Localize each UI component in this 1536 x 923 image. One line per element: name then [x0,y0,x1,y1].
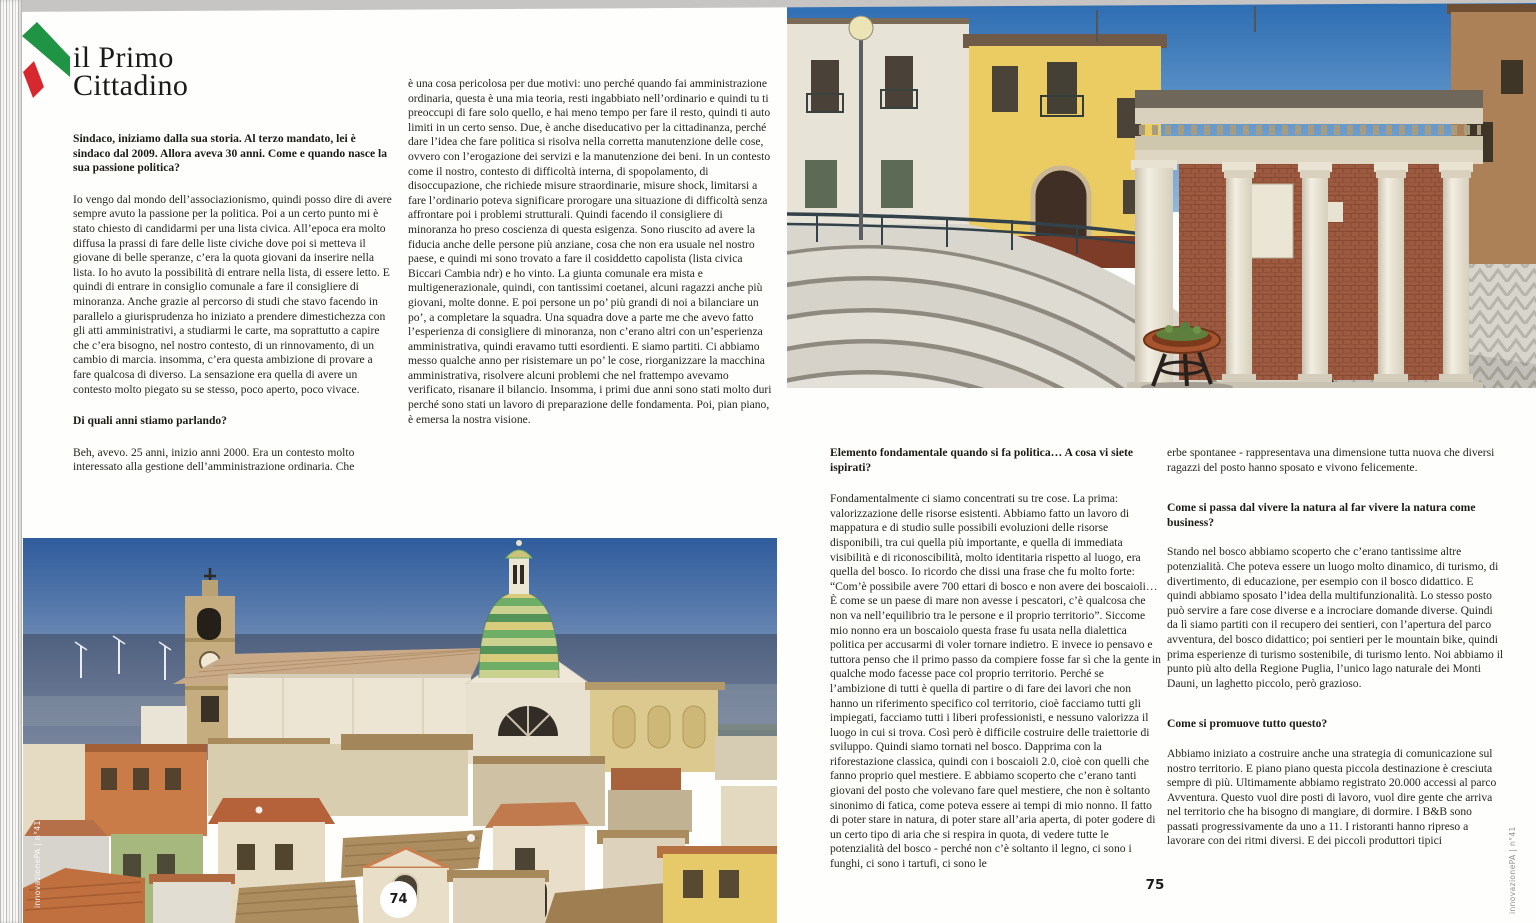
interview-question: Come si promuove tutto questo? [1167,717,1328,731]
page-stack-edge [0,0,22,923]
interview-question: Sindaco, iniziamo dalla sua storia. Al terzo mandato, lei è sindaco dal 2009. Allora aveva 30 anni. Come e quando nasce la sua passione politica? [73,132,388,175]
interview-question: Come si passa dal vivere la natura al far vivere la natura come business? [1167,501,1476,529]
interview-answer: erbe spontanee - rappresentava una dimensione tutta nuova che diversi ragazzi del posto hanno sposato e vivono felicemente. [1167,446,1495,474]
title-line1: il Primo [73,41,174,74]
page-number-74: 74 [389,892,408,907]
interview-answer: Fondamentalmente ci siamo concentrati su tre cose. La prima: valorizzazione delle risorse esistenti. Abbiamo fatto un lavoro di mappatura e di studio sulle possibili evoluzioni delle risorse disponibili, tra cui quella più importante, e quella di immediata visibilità e di riconoscibilità, molto identitaria rispetto al luogo, era quella del bosco. Io ricordo che dissi una frase che fu molto forte: “Com’è possibile avere 700 ettari di bosco e non avere dei boscaioli… È come se un paese di mare non avesse i pescatori, c’è qualcosa che non va nell’equilibrio tra le persone e il proprio territorio”. Siccome mio nonno era un boscaiolo questa frase fu usata nella dialettica politica per accusarmi di voler tornare indietro. E invece io pensavo e tuttora penso che il primo passo da compiere fosse far sì che la gente in qualche modo facesse pace col proprio territorio. Perché se l’ambizione di tutti è quella di partire o di fare dei lavori che non hanno un riferimento specifico col territorio, cioè facciamo tutti gli impiegati, facciamo tutti i liberi professionisti, e nessuno valorizza il luogo in cui si trova. Così però è difficile costruire delle traiettorie di sviluppo. Quindi siamo tornati nel bosco. Dapprima con la riforestazione classica, quindi con i boscaioli 2.0, cioè con quelli che fanno proprio quel mestiere. E abbiamo scoperto che c’erano tanti giovani del posto che volevano fare quel mestiere, che non è soltanto sinonimo di fatica, come poteva essere ai tempi di mio nonno. Il fatto di poter stare in natura, di poter stare all’aria aperta, di poter godere di un certo tipo di aria che si respira in quota, di vedere tutte le potenzialità del bosco - perché non c’è soltanto il legno, ci sono i funghi, ci sono i tartufi, ci sono le [830,492,1161,871]
italian-flag-icon [20,20,70,102]
spine-text-right: innovazionePA | n°41 [1508,826,1517,914]
spine-text-left: innovazionePA | n°41 [33,820,42,908]
interview-answer: Stando nel bosco abbiamo scoperto che c’erano tantissime altre potenzialità. Che poteva essere un luogo molto dinamico, di turismo, di divertimento, di educazione, per esempio con il bosco didattico. E quindi abbiamo sposato l’idea della multifunzionalità. Lo stesso posto può servire a fare cose diverse e a incrociare domande diverse. Quindi da lì siamo partiti con il recupero dei sentieri, con l’apertura del parco avventura, del bosco didattico; poi sentieri per le mountain bike, quindi prima esperienze di turismo sostenibile, di turismo lento. Noi abbiamo il punto più alto della Regione Puglia, l’unico lago naturale dei Monti Dauni, un laghetto piccolo, però grazioso. [1167,545,1504,690]
interview-answer: Io vengo dal mondo dell’associazionismo, quindi posso dire di avere sempre avuto la passione per la politica. Poi a un certo punto mi è stato chiesto di candidarmi per una lista civica. All’epoca era molto diffusa la prassi di fare delle liste civiche dove poi si metteva il giovane di belle speranze, c’era la quota giovani da inserire nella lista. Io ho avuto la possibilità di entrare nella lista, di essere letto. E quindi di entrare in consiglio comunale a fare il consigliere di minoranza. Anche grazie al percorso di studi che stavo facendo in parallelo a giurisprudenza ho iniziato a prendere dimestichezza con gli atti amministrativi, a studiarmi le carte, ma soprattutto a capire che c’era bisogno, nel nostro contesto, di un rinnovamento, di un cambio di marcia. insomma, c’era questa ambizione di provare a fare qualcosa di diverso. La sensazione era quella di avere un contesto molto piegato su se stesso, poco aperto, poco vivace. [73,192,392,396]
left-column-1 [73,132,393,475]
left-column-2 [408,77,772,427]
interview-answer: Beh, avevo. 25 anni, inizio anni 2000. Era un contesto molto interessato alla gestione dell’amministrazione ordinaria. Che [73,445,355,474]
right-column-1 [830,446,1162,872]
interview-answer: è una cosa pericolosa per due motivi: uno perché quando fai amministrazione ordinaria, questa è una mia teoria, resti ingabbiato nell’ordinario e quindi tu ti preoccupi di fare solo quello, e hai meno tempo per fare il resto, quindi ti auto limiti in un certo senso. Due, è anche diseducativo per la cittadinanza, perché dare l’idea che fare politica si risolva nella corretta manutenzione delle cose, ovvero con l’erogazione dei servizi e la manutenzione dei beni. In un contesto come il nostro, contesto di difficoltà interna, di spopolamento, di disoccupazione, che richiede misure straordinarie, misure shock, limitarsi a fare l’ordinario poteva significare prorogare una situazione di difficoltà senza affrontare poi i problemi strutturali. Quindi facendo il consigliere di minoranza ho preso coscienza di questa esigenza. Sono riuscito ad avere la fiducia anche delle persone più anziane, cosa che non era usuale nel nostro paese, e quindi mi sono trovato a fare il cosiddetto capolista (lista civica Biccari Cambia ndr) e ho vinto. La giunta comunale era mista e multigenerazionale, quindi, con tantissimi coetanei, alcuni ragazzi anche più giovani, molte donne. E poi persone un po’ più grandi di noi a bilanciare un po’, a completare la squadra. Una squadra dove a parte me che avevo fatto l’esperienza di consigliere di minoranza, non c’erano altri con un’esperienza amministrativa, quindi eravamo tutti esordienti. E siamo partiti. Ci abbiamo messo qualche anno per risistemare un po’ le cose, riorganizzare la macchina amministrativa, risolvere alcuni problemi che nel frattempo avevamo verificato, risanare il bilancio. Insomma, i primi due anni sono stati molto duri perché sono stati un lavoro di preparazione delle fondamenta. Poi, pian piano, è emersa la nostra visione. [408,77,772,426]
page-number-75: 75 [1145,877,1165,893]
photo-town-square [787,2,1536,388]
page-number-badge [380,881,417,918]
photo-town-panorama [23,538,777,923]
interview-answer: Abbiamo iniziato a costruire anche una strategia di comunicazione sul nostro territorio. E piano piano questa piccola destinazione è cresciuta sempre di più. Ultimamente abbiamo registrato 20.000 accessi al parco Avventura. Questo vuol dire posti di lavoro, vuol dire gente che arriva nel territorio che ha bisogno di mangiare, di dormire. I B&B sono passati progressivamente da uno a 11. I ristoranti hanno ripreso a lavorare con dei ritmi diversi. E dei piccoli produttori tipici [1167,746,1497,848]
article-title [73,41,189,102]
interview-question: Di quali anni stiamo parlando? [73,414,227,428]
right-column-2 [1167,446,1505,849]
title-line2: Cittadino [73,69,189,102]
interview-question: Elemento fondamentale quando si fa politica… A cosa vi siete ispirati? [830,446,1134,474]
